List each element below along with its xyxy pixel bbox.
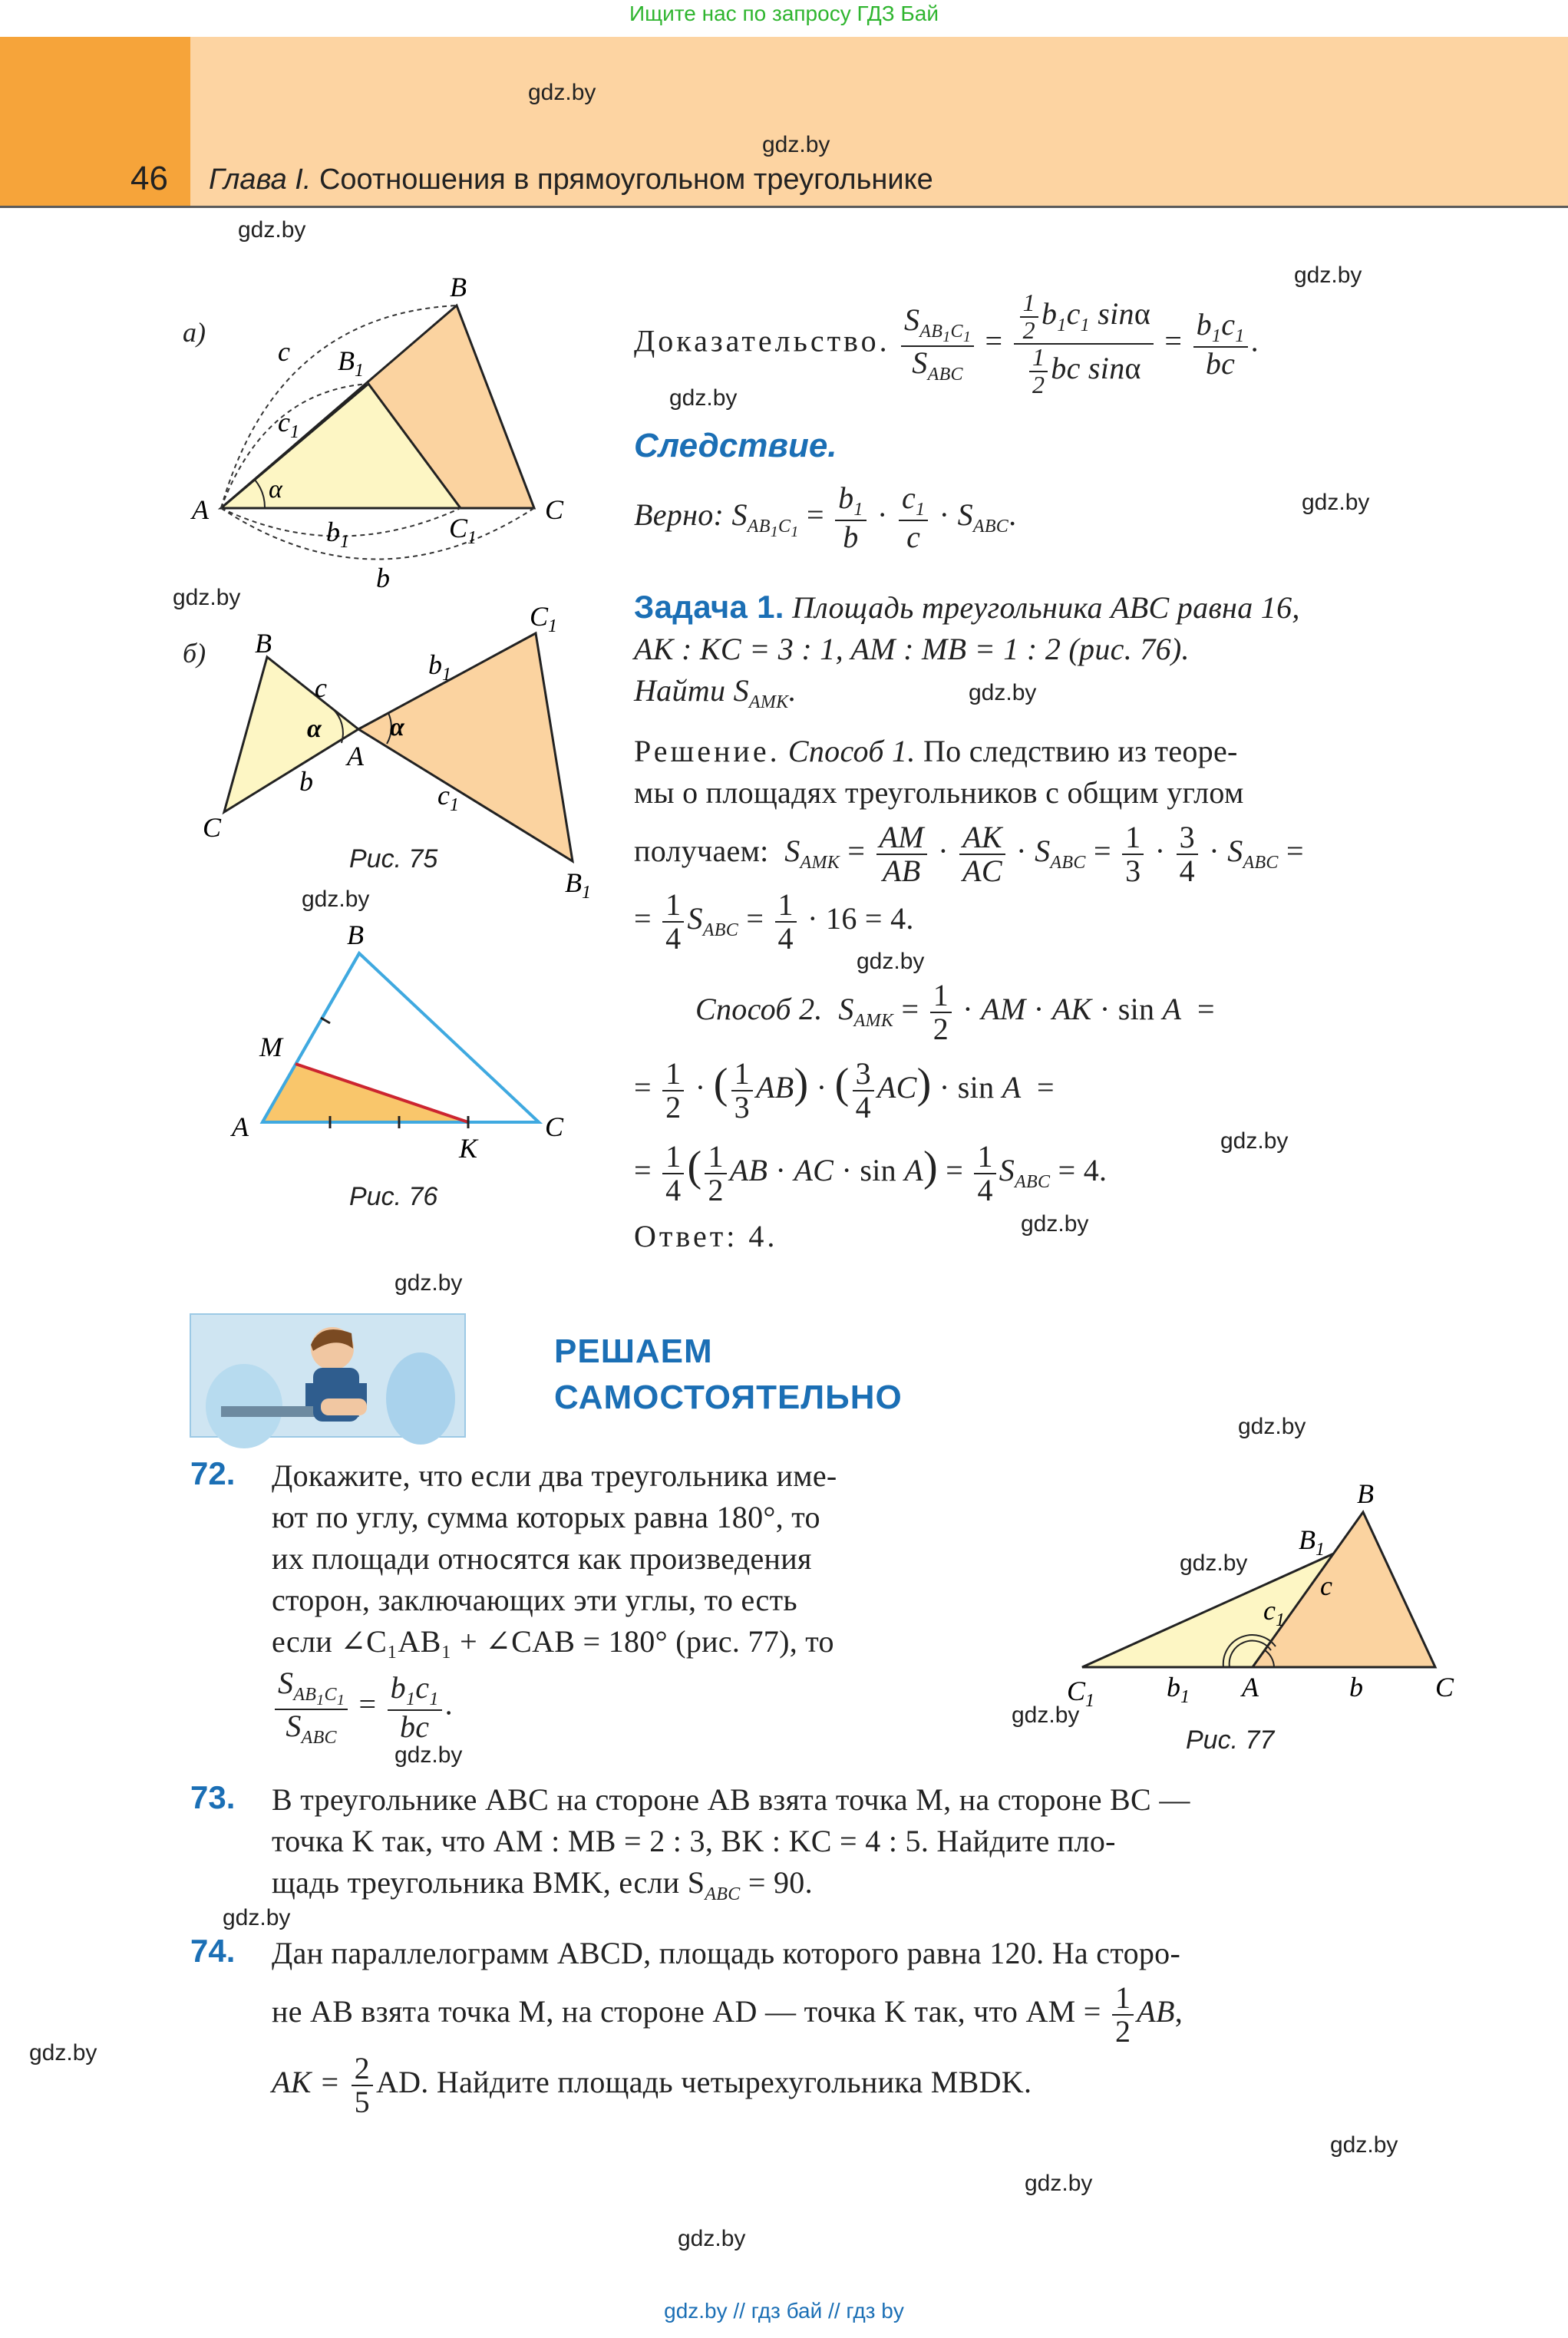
watermark: gdz.by	[1021, 1211, 1089, 1237]
figure-77-caption: Рис. 77	[1186, 1725, 1275, 1755]
task1-line3: Найти S	[634, 673, 749, 708]
svg-text:A: A	[232, 1111, 249, 1142]
svg-text:α: α	[390, 713, 404, 741]
method2-formula-3: = $\frac{1}{4}$ ( $\frac{1}{2}$ AB · AC · sin A) = $\frac{1}{4}$ $S_{ABC} = 4$.	[634, 1139, 1108, 1207]
svg-text:c1: $c_1$	[278, 407, 299, 442]
chapter-heading	[209, 163, 933, 196]
svg-text:b: b	[299, 766, 313, 797]
method1-label: Способ 1.	[787, 734, 916, 768]
figure-76-caption: Рис. 76	[349, 1182, 438, 1211]
svg-text:A: A	[347, 741, 364, 771]
svg-text:K: K	[459, 1133, 478, 1164]
problem-74-line: AD. Найдите площадь четырехугольника MBDK.	[375, 2065, 1032, 2100]
problem-72-line: если ∠C₁AB₁ + ∠CAB = 180° (рис. 77), то	[272, 1624, 834, 1659]
watermark: gdz.by	[1238, 1414, 1306, 1439]
task1-block: Задача 1. Площадь треугольника ABC равна 16, AK : KC = 3 : 1, AM : MB = 1 : 2 (рис. 76). Найти $S_{AMK}$.	[634, 586, 1455, 723]
svg-text:B1: $B_1$	[338, 345, 364, 381]
svg-text:B: B	[347, 920, 364, 950]
svg-text:C1: $C_1$	[1067, 1676, 1095, 1711]
chapter-label: Глава I.	[209, 163, 312, 196]
watermark: gdz.by	[302, 887, 370, 912]
watermark: gdz.by	[857, 949, 925, 974]
watermark: gdz.by	[1220, 1128, 1289, 1154]
problem-73-line: В треугольнике ABC на стороне AB взята точка M, на стороне BC —	[272, 1782, 1190, 1817]
problem-72-formula: $\frac{S_{AB_1C_1}}{S_{ABC}}$ = $\frac{b_1c_1}{bc}$ .	[272, 1667, 453, 1748]
solution-text-2: мы о площадях треугольников с общим углом	[634, 775, 1244, 810]
task1-line1: Площадь треугольника ABC равна 16,	[792, 590, 1300, 625]
problem-72-line: сторон, заключающих эти углы, то есть	[272, 1583, 797, 1617]
svg-text:B1: $B_1$	[1299, 1524, 1325, 1560]
problem-74-text: Дан параллелограмм ABCD, площадь которого равна 120. На сторо- не AB взята точка M, на стороне AD — точка K так, что AM = $\frac{1}{2}$ AB, AK = $\frac{2}{5}$ AD. Найдите площадь четырехугольника MBDK.	[272, 1933, 1454, 2118]
watermark: gdz.by	[969, 680, 1037, 705]
watermark: gdz.by	[1294, 263, 1362, 288]
corollary-formula: Верно: $S_{AB_1C_1}$ = $\frac{b_1}{b}$ · $\frac{c_1}{c}$ · $S_{ABC}$.	[634, 480, 1017, 555]
problem-73-line: точка K так, что AM : MB = 2 : 3, BK : KC = 4 : 5. Найдите пло-	[272, 1824, 1116, 1858]
svg-text:b: b	[376, 563, 390, 593]
svg-text:b1: $b_1$	[428, 649, 451, 685]
problem-74-line: не AB взята точка M, на стороне AD — точка K так, что AM =	[272, 1994, 1101, 2029]
solution-formula-1: получаем: $S_{AMK}$ = $\frac{AM}{AB}$ · $\frac{AK}{AC}$ · $S_{ABC}$ = $\frac{1}{3}$ · $\frac{3}{4}$ · $S_{ABC}$ =	[634, 820, 1304, 888]
method2-formula-2: = $\frac{1}{2}$ · ( $\frac{1}{3}$ AB) · ( $\frac{3}{4}$ AC) · sin A =	[634, 1056, 1055, 1124]
corollary-title: Следствие.	[634, 427, 837, 464]
svg-text:M: M	[259, 1032, 282, 1062]
watermark: gdz.by	[678, 2226, 746, 2251]
problem-73-line: щадь треугольника BMK, если S	[272, 1865, 705, 1900]
proof-label: Доказательство.	[634, 323, 890, 358]
watermark: gdz.by	[528, 80, 596, 105]
corollary-lead: Верно:	[634, 497, 725, 532]
triangle-abc-left	[224, 657, 358, 812]
watermark: gdz.by	[238, 217, 306, 243]
watermark: gdz.by	[1302, 490, 1370, 515]
problem-73-text: В треугольнике ABC на стороне AB взята точка M, на стороне BC — точка K так, что AM : MB = 2 : 3, BK : KC = 4 : 5. Найдите пло- щадь треугольника BMK, если $S_{ABC} = 90$.	[272, 1779, 1454, 1915]
problem-74-number: 74.	[190, 1933, 236, 1969]
watermark: gdz.by	[394, 1742, 463, 1768]
svg-text:c: c	[1320, 1570, 1332, 1601]
section-title-line1: РЕШАЕМ	[554, 1332, 713, 1370]
figure-77	[1059, 1458, 1512, 1719]
watermark: gdz.by	[1012, 1702, 1080, 1728]
figure-label-b: б)	[183, 638, 206, 669]
problem-72-text	[272, 1455, 1032, 1663]
svg-text:b: b	[1349, 1672, 1363, 1702]
page-number: 46	[130, 160, 168, 197]
svg-text:A: A	[1242, 1672, 1259, 1702]
svg-text:B: B	[450, 272, 467, 302]
watermark: gdz.by	[1025, 2171, 1093, 2196]
section-title-line2: САМОСТОЯТЕЛЬНО	[554, 1379, 903, 1416]
solution-label: Решение.	[634, 734, 781, 768]
proof-block: Доказательство. $\frac{S_{AB_1C_1}}{S_{ABC}}$ = $\frac{1}{2}$ $b_1c_1$ sinα $\frac{1}{2}$ bc sinα = $\frac{b_1c_1}{bc}$ .	[634, 289, 1259, 398]
task1-title: Задача 1.	[634, 589, 784, 625]
watermark: gdz.by	[669, 385, 738, 411]
watermark: gdz.by	[29, 2040, 97, 2066]
watermark: gdz.by	[762, 132, 830, 157]
problem-72-line: их площади относятся как произведения	[272, 1541, 812, 1576]
method2-formula-1: Способ 2. $S_{AMK}$ = $\frac{1}{2}$ · AM · AK · sin A =	[695, 978, 1215, 1046]
watermark: gdz.by	[394, 1270, 463, 1296]
triangle-ab1c1-right	[358, 633, 573, 861]
svg-text:b1: $b_1$	[1167, 1672, 1190, 1707]
svg-text:c1: $c_1$	[1263, 1595, 1285, 1630]
task1-line2: AK : KC = 3 : 1, AM : MB = 1 : 2 (рис. 76).	[634, 632, 1190, 666]
svg-text:C: C	[203, 812, 222, 843]
watermark: gdz.by	[1330, 2132, 1398, 2158]
svg-text:c: c	[278, 336, 290, 367]
figure-75-caption: Рис. 75	[349, 844, 438, 873]
svg-text:C: C	[545, 1111, 564, 1142]
section-illustration	[190, 1314, 465, 1437]
svg-text:C: C	[545, 494, 564, 525]
figure-label-a: а)	[183, 317, 206, 348]
svg-text:C1: $C_1$	[530, 601, 558, 636]
svg-text:c1: $c_1$	[437, 780, 459, 815]
problem-72-line: ют по углу, сумма которых равна 180°, то	[272, 1500, 820, 1534]
solution-block	[634, 731, 1455, 814]
solution-text-1: По следствию из теоре-	[923, 734, 1238, 768]
figure-75a	[192, 261, 591, 599]
solution-formula-2: = $\frac{1}{4}$ $S_{ABC}$ = $\frac{1}{4}$ · 16 = 4.	[634, 887, 914, 956]
svg-text:B: B	[1357, 1478, 1374, 1509]
problem-74-line: AK =	[272, 2065, 341, 2100]
svg-text:α: α	[269, 475, 282, 504]
problem-72-number: 72.	[190, 1455, 236, 1491]
svg-text:α: α	[307, 715, 322, 743]
svg-text:c: c	[315, 672, 327, 703]
solution-text-3: получаем:	[634, 834, 769, 869]
problem-74-line: Дан параллелограмм ABCD, площадь которого равна 120. На сторо-	[272, 1936, 1181, 1970]
watermark: gdz.by	[223, 1905, 291, 1930]
header-divider	[0, 206, 1568, 208]
svg-text:b1: $b_1$	[326, 517, 349, 552]
chapter-title: Соотношения в прямоугольном треугольнике	[319, 163, 933, 196]
svg-text:B1: $B_1$	[565, 867, 591, 903]
svg-text:C1: $C_1$	[449, 513, 477, 548]
problem-73-tail: = 90.	[740, 1865, 813, 1900]
task1-answer: Ответ: 4.	[634, 1219, 778, 1253]
problem-72-line: Докажите, что если два треугольника име-	[272, 1458, 837, 1493]
watermark: gdz.by	[1180, 1550, 1248, 1576]
svg-text:A: A	[192, 494, 209, 525]
footer-links[interactable]: gdz.by // гдз бай // гдз by	[664, 2299, 904, 2323]
method2-label: Способ 2.	[695, 992, 823, 1027]
top-note: Ищите нас по запросу ГДЗ Бай	[629, 2, 939, 25]
watermark: gdz.by	[173, 585, 241, 610]
figure-76	[223, 913, 591, 1167]
problem-73-number: 73.	[190, 1779, 236, 1815]
svg-text:C: C	[1435, 1672, 1454, 1702]
svg-text:B: B	[255, 628, 272, 659]
